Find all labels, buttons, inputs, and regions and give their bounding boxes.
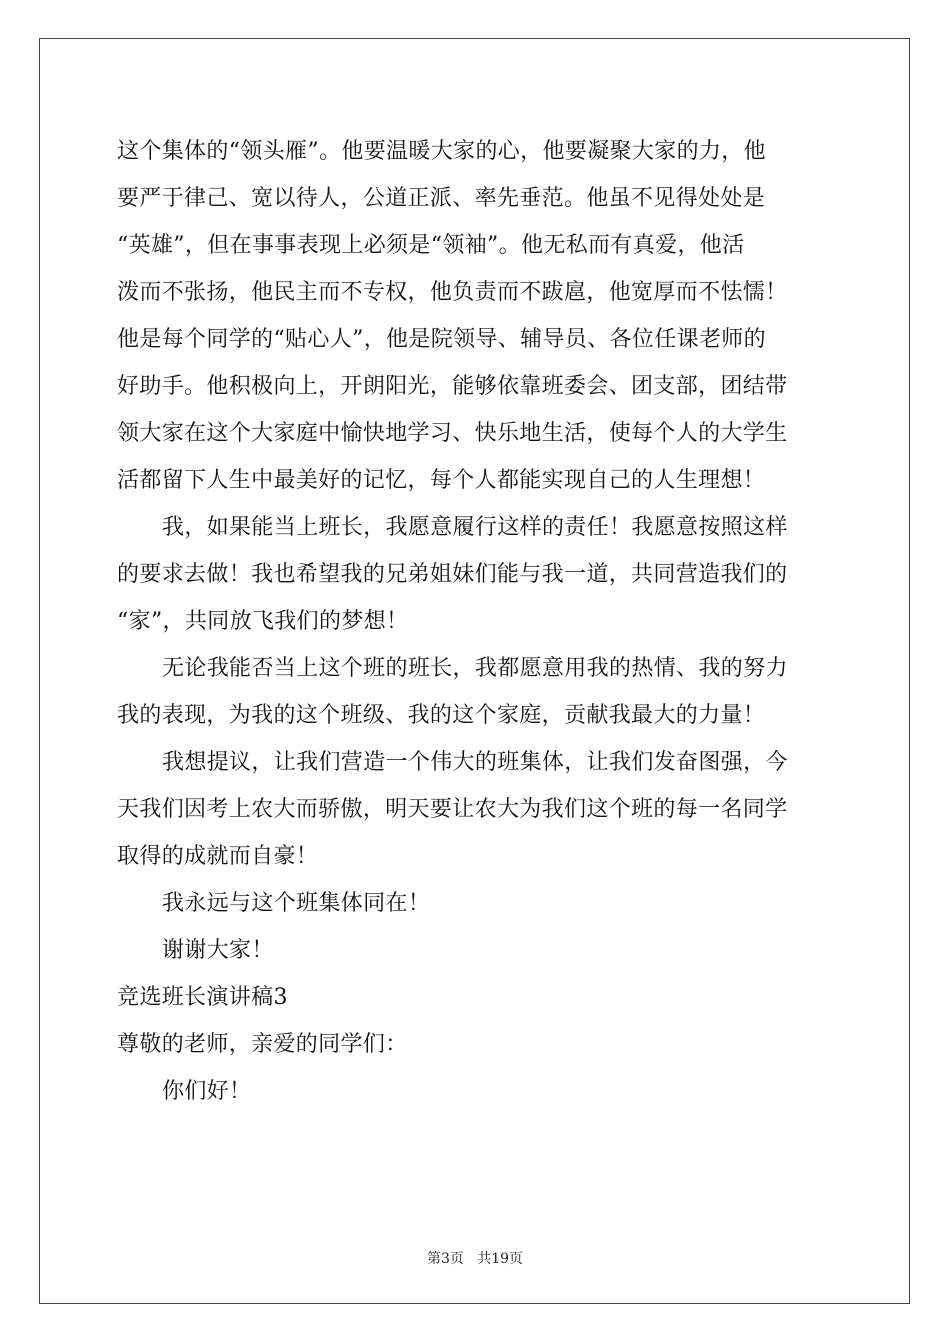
paragraph-start: 谢谢大家！ [162, 938, 274, 963]
text-line: “英雄”，但在事事表现上必须是“领袖”。他无私而有真爱，他活 [117, 233, 745, 258]
text-line: 要严于律己、宽以待人，公道正派、率先垂范。他虽不见得处处是 [117, 186, 766, 211]
paragraph-start: 我，如果能当上班长，我愿意履行这样的责任！我愿意按照这样 [162, 515, 788, 540]
text-line: 他是每个同学的“贴心人”，他是院领导、辅导员、各位任课老师的 [117, 327, 766, 352]
greeting: 你们好！ [162, 1079, 252, 1104]
text-line: 天我们因考上农大而骄傲，明天要让农大为我们这个班的每一名同学 [117, 797, 788, 822]
paragraph-start: 我想提议，让我们营造一个伟大的班集体，让我们发奋图强，今 [162, 750, 788, 775]
paragraph-start: 无论我能否当上这个班的班长，我都愿意用我的热情、我的努力 [162, 656, 788, 681]
paragraph-start: 我永远与这个班集体同在！ [162, 891, 431, 916]
text-line: 活都留下人生中最美好的记忆，每个人都能实现自己的人生理想！ [117, 468, 766, 493]
text-line: 取得的成就而自豪！ [117, 844, 319, 869]
text-line: 我的表现，为我的这个班级、我的这个家庭，贡献我最大的力量！ [117, 703, 766, 728]
text-line: 的要求去做！我也希望我的兄弟姐妹们能与我一道，共同营造我们的 [117, 562, 788, 587]
text-line: “家”，共同放飞我们的梦想！ [117, 609, 409, 634]
page-number: 第3页 共19页 [426, 1251, 524, 1267]
text-line: 好助手。他积极向上，开朗阳光，能够依靠班委会、团支部，团结带 [117, 374, 788, 399]
section-heading: 竞选班长演讲稿3 [117, 985, 288, 1010]
text-line: 泼而不张扬，他民主而不专权，他负责而不跋扈，他宽厚而不怯懦！ [117, 280, 788, 305]
text-line: 领大家在这个大家庭中愉快地学习、快乐地生活，使每个人的大学生 [117, 421, 788, 446]
salutation: 尊敬的老师，亲爱的同学们： [117, 1032, 408, 1057]
text-line: 这个集体的“领头雁”。他要温暖大家的心，他要凝聚大家的力，他 [117, 139, 766, 164]
